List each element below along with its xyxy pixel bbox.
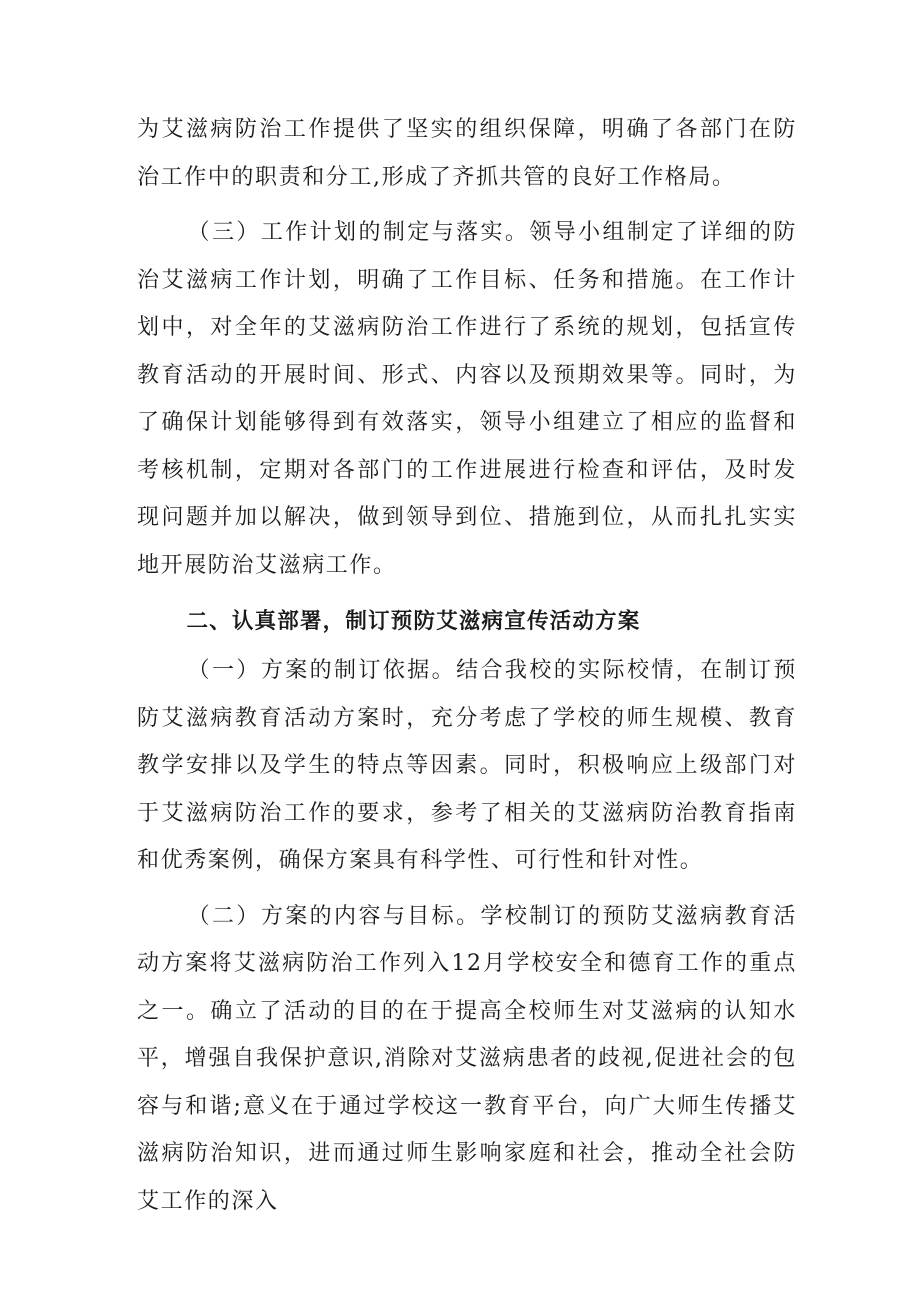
paragraph-plan-content-goals: （二）方案的内容与目标。学校制订的预防艾滋病教育活动方案将艾滋病防治工作列入12月学校安全和德育工作的重点之一。确立了活动的目的在于提高全校师生对艾滋病的认知水平，增强自我保护意识,消除对艾滋病患者的歧视,促进社会的包容与和谐;意义在于通过学校这一教育平台，向广大师生传播艾滋病防治知识，进而通过师生影响家庭和社会，推动全社会防艾工作的深入 [137, 903, 797, 1214]
document-body [137, 106, 797, 1225]
section-heading-2: 二、认真部署，制订预防艾滋病宣传活动方案 [186, 609, 641, 634]
paragraph-plan-basis: （一）方案的制订依据。结合我校的实际校情，在制订预防艾滋病教育活动方案时，充分考虑了学校的师生规模、教育教学安排以及学生的特点等因素。同时，积极响应上级部门对于艾滋病防治工作的要求，参考了相关的艾滋病防治教育指南和优秀案例，确保方案具有科学性、可行性和针对性。 [137, 658, 797, 873]
paragraph-spacer [137, 885, 797, 893]
paragraph-organization-guarantee: 为艾滋病防治工作提供了坚实的组织保障，明确了各部门在防治工作中的职责和分工,形成了齐抓共管的良好工作格局。 [137, 117, 797, 190]
paragraph-work-plan: （三）工作计划的制定与落实。领导小组制定了详细的防治艾滋病工作计划，明确了工作目标、任务和措施。在工作计划中，对全年的艾滋病防治工作进行了系统的规划，包括宣传教育活动的开展时间、形式、内容以及预期效果等。同时，为了确保计划能够得到有效落实，领导小组建立了相应的监督和考核机制，定期对各部门的工作进展进行检查和评估，及时发现问题并加以解决，做到领导到位、措施到位，从而扎扎实实地开展防治艾滋病工作。 [137, 220, 797, 578]
paragraph-spacer [137, 201, 797, 209]
paragraph-spacer [137, 589, 797, 597]
